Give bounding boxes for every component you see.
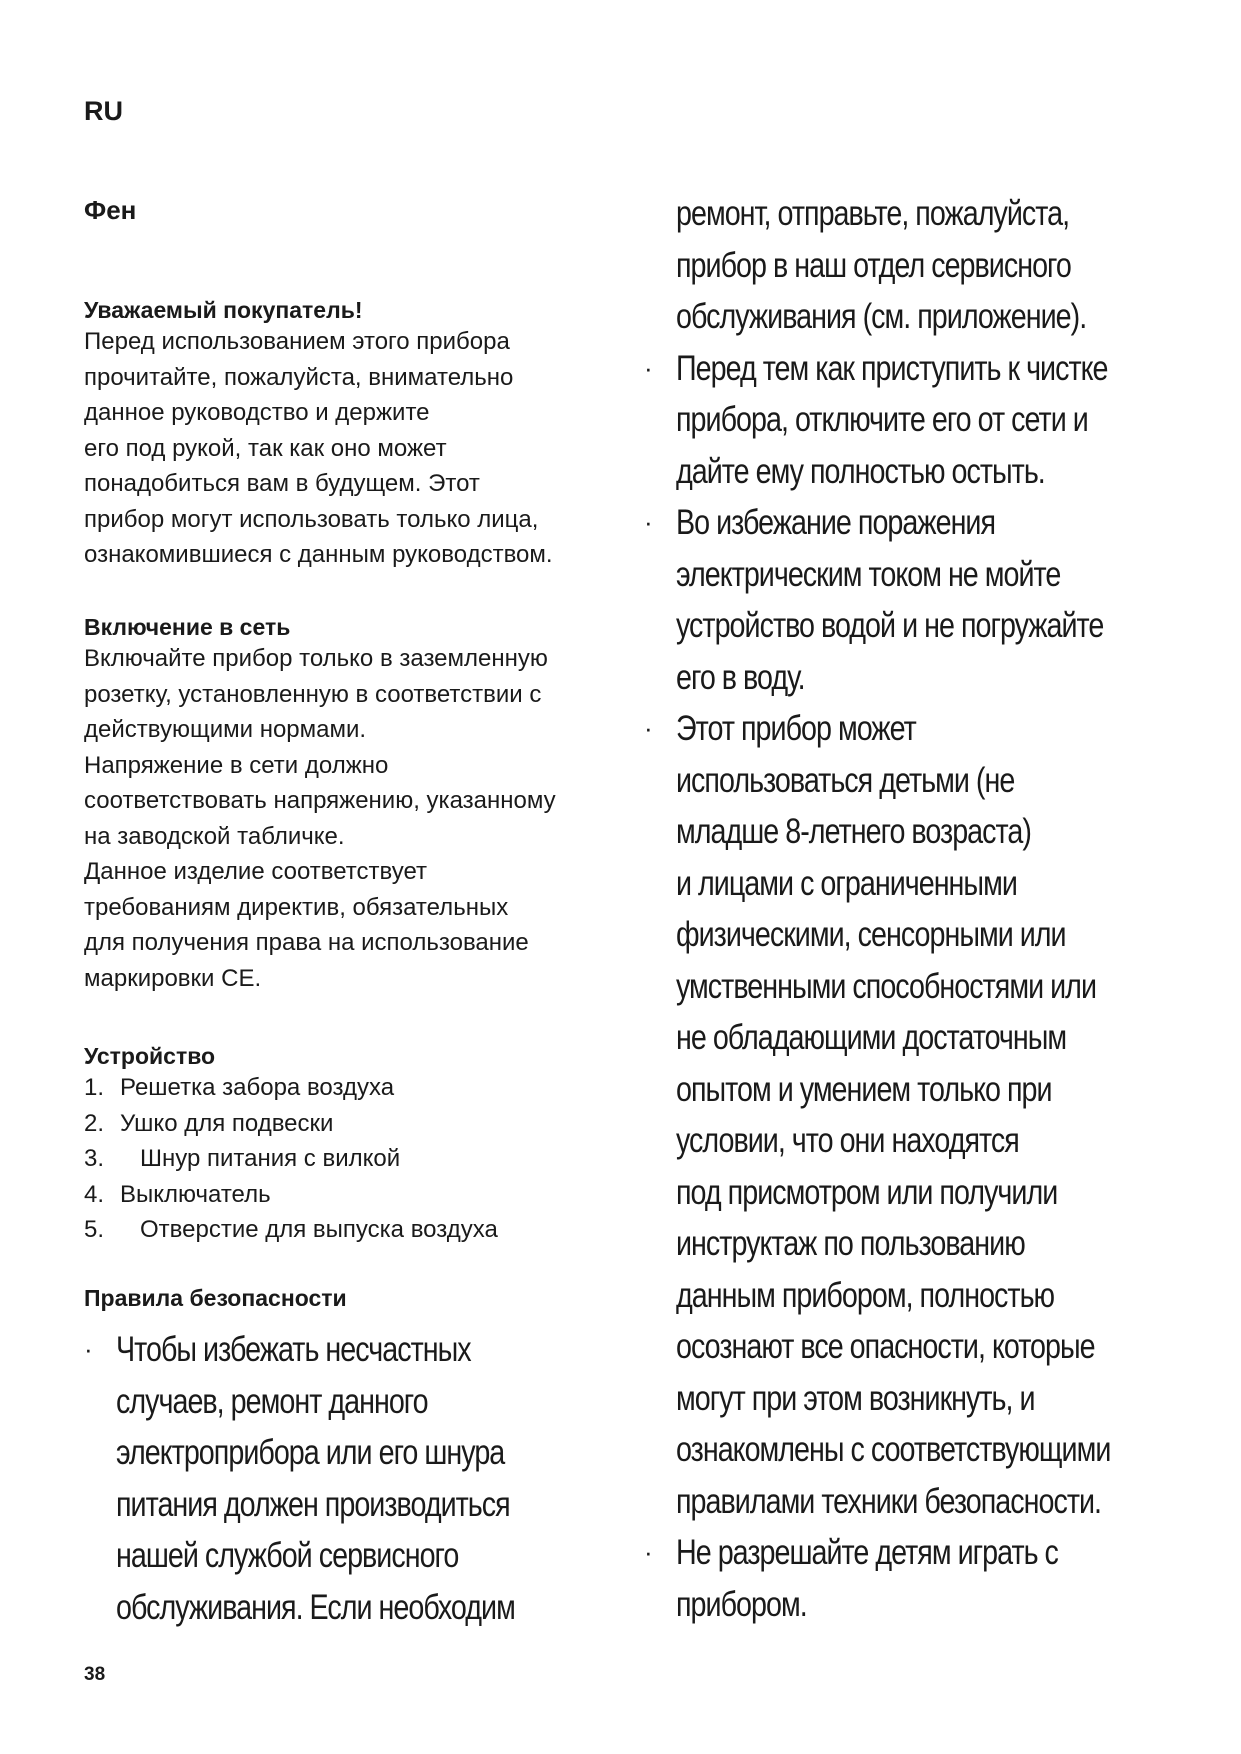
device-section bbox=[84, 1042, 624, 1248]
safety-heading: Правила безопасности bbox=[84, 1285, 347, 1311]
list-item: 1. Решетка забора воздуха bbox=[84, 1074, 395, 1101]
safety-list-right bbox=[644, 343, 1236, 1631]
safety-section bbox=[84, 1284, 624, 1633]
safety-item1-continued: ремонт, отправьте, пожалуйста, прибор в наш отдел сервисного обслуживания (см. приложение). bbox=[676, 194, 1087, 336]
list-item: · Перед тем как приступить к чистке прибора, отключите его от сети и дайте ему полностью остыть. bbox=[676, 343, 1236, 498]
intro-section bbox=[84, 296, 624, 573]
list-item: 4. Выключатель bbox=[84, 1180, 271, 1208]
list-item: · Чтобы избежать несчастных случаев, ремонт данного электроприбора или его шнура питания должен производиться нашей службой сервисного обслуживания. Если необходим bbox=[84, 1324, 624, 1633]
document-title: Фен bbox=[84, 195, 137, 225]
bullet-icon: · bbox=[644, 713, 652, 743]
bullet-icon: · bbox=[644, 507, 652, 537]
list-item: · Не разрешайте детям играть с прибором. bbox=[676, 1527, 1236, 1630]
power-section bbox=[84, 613, 624, 996]
device-parts-list bbox=[84, 1070, 624, 1248]
list-item: 2. Ушко для подвески bbox=[84, 1109, 334, 1137]
bullet-icon: · bbox=[84, 1334, 92, 1364]
power-heading: Включение в сеть bbox=[84, 614, 291, 640]
safety-continued bbox=[644, 188, 1236, 1630]
intro-heading: Уважаемый покупатель! bbox=[84, 297, 363, 323]
list-item: · Этот прибор может использоваться детьми (не младше 8-летнего возраста) и лицами с ограниченными физическими, сенсорными или умственными способностями или не обладающими достаточным опытом и умением только при условии, что они находятся под присмотром или получили инструктаж по пользованию данным прибором, полностью осознают все опасности, которые могут при этом возникнуть, и ознакомлены с соответствующими правилами техники безопасности. bbox=[676, 703, 1236, 1527]
intro-text: Перед использованием этого прибора прочитайте, пожалуйста, внимательно данное руководство и держите его под рукой, так как оно может понадобиться вам в будущем. Этот прибор могут использовать только лица, ознакомившиеся с данным руководством. bbox=[84, 328, 553, 568]
list-item: 5. Отверстие для выпуска воздуха bbox=[84, 1216, 498, 1243]
safety-list-left bbox=[84, 1324, 624, 1633]
power-text: Включайте прибор только в заземленную розетку, установленную в соответствии с действующими нормами. Напряжение в сети должно соответствовать напряжению, указанному на заводской табличке. Данное изделие соответствует требованиям директив, обязательных для получения права на использование маркировки CE. bbox=[84, 645, 556, 992]
bullet-icon: · bbox=[644, 352, 652, 383]
list-item: 3. Шнур питания с вилкой bbox=[84, 1145, 401, 1172]
bullet-icon: · bbox=[644, 1537, 652, 1567]
device-heading: Устройство bbox=[84, 1043, 216, 1069]
page-number: 38 bbox=[84, 1664, 106, 1685]
language-code: RU bbox=[84, 96, 123, 126]
list-item: · Во избежание поражения электрическим током не мойте устройство водой и не погружайте его в воду. bbox=[676, 497, 1236, 703]
